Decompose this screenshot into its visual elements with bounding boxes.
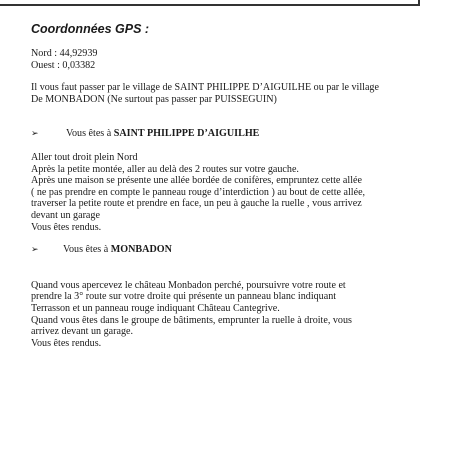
directions-saint-philippe [31, 152, 436, 233]
intro-line: De MONBADON (Ne surtout pas passer par PUISSEGUIN) [31, 93, 277, 105]
directions-monbadon [31, 280, 436, 350]
direction-line: Vous êtes rendus. [31, 337, 102, 349]
document-page [31, 22, 436, 349]
arrow-bullet-icon: ➢ [31, 245, 39, 256]
direction-line: traverser la petite route et prendre en face, un peu à gauche la ruelle , vous arrivez [31, 198, 362, 210]
top-frame-border [0, 0, 420, 6]
direction-line: Terrasson et un panneau rouge indiquant Château Cantegrive. [31, 302, 280, 314]
direction-line: ( ne pas prendre en compte le panneau rouge d’interdiction ) au bout de cette allée, [31, 186, 366, 198]
direction-line: arrivez devant un garage. [31, 326, 134, 338]
direction-line: Quand vous êtes dans le groupe de bâtiments, emprunter la ruelle à droite, vous [31, 314, 352, 326]
arrow-bullet-icon: ➢ [31, 129, 39, 140]
section-lead: Vous êtes à SAINT PHILIPPE D’AIGUILHE [66, 128, 260, 140]
west-coordinate: Ouest : 0,03382 [31, 59, 96, 71]
direction-line: devant un garage [31, 209, 100, 221]
intro-paragraph [31, 82, 436, 105]
direction-line: Après la petite montée, aller au delà des 2 routes sur votre gauche. [31, 163, 299, 175]
coordinates-block [31, 48, 436, 71]
direction-line: Aller tout droit plein Nord [31, 151, 138, 163]
section-heading-monbadon [31, 244, 436, 257]
section-place: SAINT PHILIPPE D’AIGUILHE [113, 128, 260, 140]
intro-line: Il vous faut passer par le village de SAINT PHILIPPE D’AIGUILHE ou par le village [31, 82, 379, 94]
section-heading-saint-philippe [31, 128, 436, 141]
direction-line: Quand vous apercevez le château Monbadon perché, poursuivre votre route et [31, 279, 346, 291]
direction-line: Après une maison se présente une allée bordée de conifères, empruntez cette allée [31, 175, 362, 187]
direction-line: prendre la 3° route sur votre droite qui présente un panneau blanc indiquant [31, 291, 337, 303]
section-place: MONBADON [110, 244, 172, 256]
gps-title: Coordonnées GPS : [31, 22, 150, 36]
north-coordinate: Nord : 44,92939 [31, 48, 98, 59]
section-lead: Vous êtes à MONBADON [63, 244, 172, 256]
direction-line: Vous êtes rendus. [31, 221, 102, 233]
